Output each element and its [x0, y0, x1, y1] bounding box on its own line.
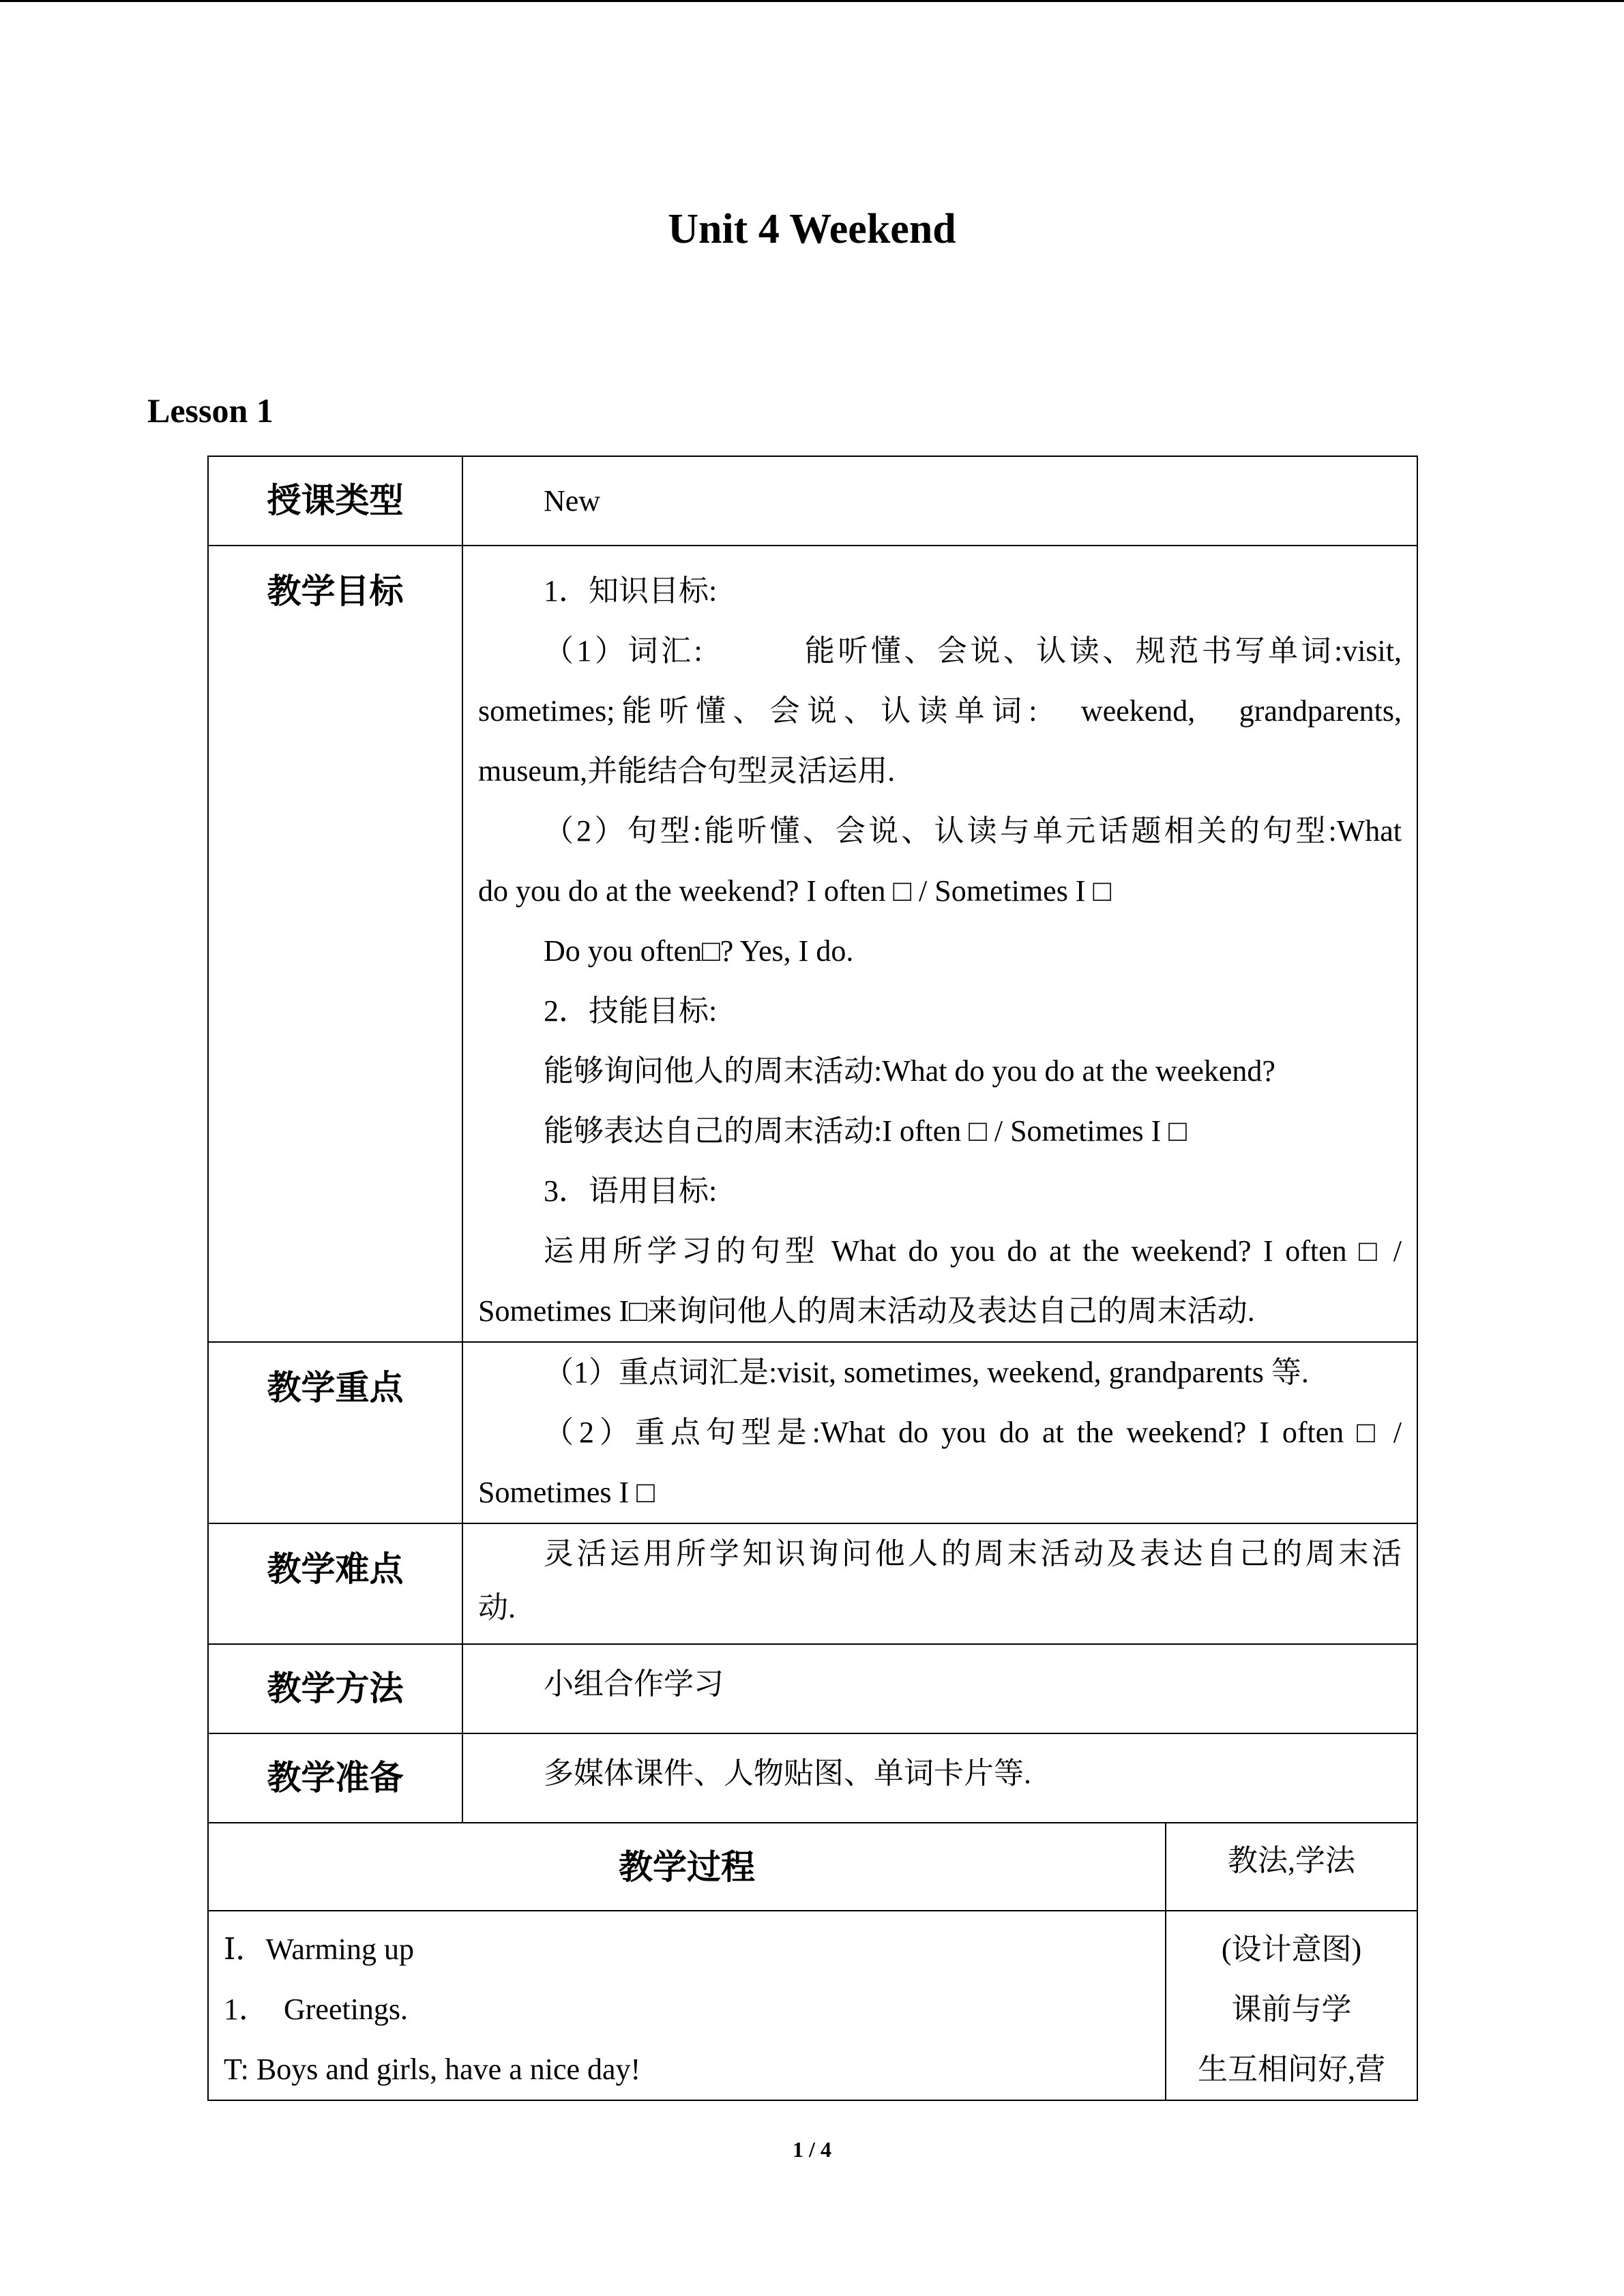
- value-preparation: [462, 1733, 1417, 1823]
- goal-line: 3．语用目标:: [544, 1174, 718, 1208]
- goal-line: 运用所学习的句型 What do you do at the weekend? I often □ /: [544, 1234, 1402, 1268]
- row-difficulties: [208, 1523, 1417, 1644]
- goal-line: Sometimes I□来询问他人的周末活动及表达自己的周末活动.: [478, 1294, 1255, 1328]
- method-text: 小组合作学习: [544, 1667, 724, 1701]
- row-teaching-method: [208, 1644, 1417, 1733]
- goal-line: 2．技能目标:: [544, 994, 718, 1028]
- row-key-points: [208, 1342, 1417, 1523]
- page-number: 1 / 4: [793, 2137, 831, 2162]
- label-key-points: 教学重点: [208, 1342, 462, 1523]
- key-line: （2）重点句型是:What do you do at the weekend? I often □ /: [544, 1416, 1402, 1449]
- row-process-body: [208, 1911, 1417, 2100]
- value-teaching-method: [462, 1644, 1417, 1733]
- key-line: （1）重点词汇是:visit, sometimes, weekend, grandparents 等.: [544, 1356, 1309, 1389]
- row-lesson-type: [208, 456, 1417, 546]
- difficulty-line: 灵活运用所学知识询问他人的周末活动及表达自己的周末活: [544, 1537, 1402, 1570]
- method-header: 教法,学法: [1166, 1823, 1417, 1911]
- lesson-plan-table: [207, 456, 1418, 2101]
- lesson-type-text: New: [544, 484, 601, 518]
- process-content: [208, 1911, 1166, 2100]
- row-teaching-goals: [208, 546, 1417, 1342]
- value-lesson-type: [462, 456, 1417, 546]
- label-teaching-method: 教学方法: [208, 1644, 462, 1733]
- process-notes: [1166, 1911, 1417, 2100]
- value-teaching-goals: [462, 546, 1417, 1342]
- goal-line: do you do at the weekend? I often □ / Sometimes I □: [478, 874, 1112, 908]
- process-header: 教学过程: [208, 1823, 1166, 1911]
- document-title: Unit 4 Weekend: [668, 206, 956, 252]
- goal-line: 能够询问他人的周末活动:What do you do at the weekend?: [544, 1054, 1275, 1088]
- goal-line: （1）词汇: 能听懂、会说、认读、规范书写单词:visit,: [544, 634, 1402, 668]
- row-preparation: [208, 1733, 1417, 1823]
- goal-line: museum,并能结合句型灵活运用.: [478, 754, 896, 788]
- preparation-text: 多媒体课件、人物贴图、单词卡片等.: [544, 1757, 1031, 1790]
- top-border-line: [0, 0, 1624, 2]
- label-difficulties: 教学难点: [208, 1523, 462, 1644]
- goal-line: （2）句型:能听懂、会说、认读与单元话题相关的句型:What: [544, 814, 1402, 848]
- goal-line: sometimes;能听懂、会说、认读单词: weekend, grandparents,: [478, 694, 1402, 728]
- label-teaching-goals: 教学目标: [208, 546, 462, 1342]
- row-process-header: [208, 1823, 1417, 1911]
- label-preparation: 教学准备: [208, 1733, 462, 1823]
- goal-line: 能够表达自己的周末活动:I often □ / Sometimes I □: [544, 1114, 1187, 1148]
- notes-line: (设计意图): [1221, 1933, 1362, 1966]
- notes-line: 生互相问好,营: [1198, 2053, 1385, 2086]
- label-lesson-type: 授课类型: [208, 456, 462, 546]
- value-difficulties: [462, 1523, 1417, 1644]
- goal-line: Do you often□? Yes, I do.: [544, 934, 854, 968]
- goal-line: 1．知识目标:: [544, 574, 718, 608]
- notes-line: 课前与学: [1231, 1993, 1352, 2026]
- value-key-points: [462, 1342, 1417, 1523]
- difficulty-line: 动.: [478, 1591, 516, 1624]
- process-line: Ⅰ．Warming up: [224, 1933, 415, 1966]
- key-line: Sometimes I □: [478, 1476, 655, 1509]
- lesson-heading: Lesson 1: [147, 391, 274, 430]
- process-line: 1． Greetings.: [224, 1993, 409, 2026]
- process-line: T: Boys and girls, have a nice day!: [224, 2053, 641, 2086]
